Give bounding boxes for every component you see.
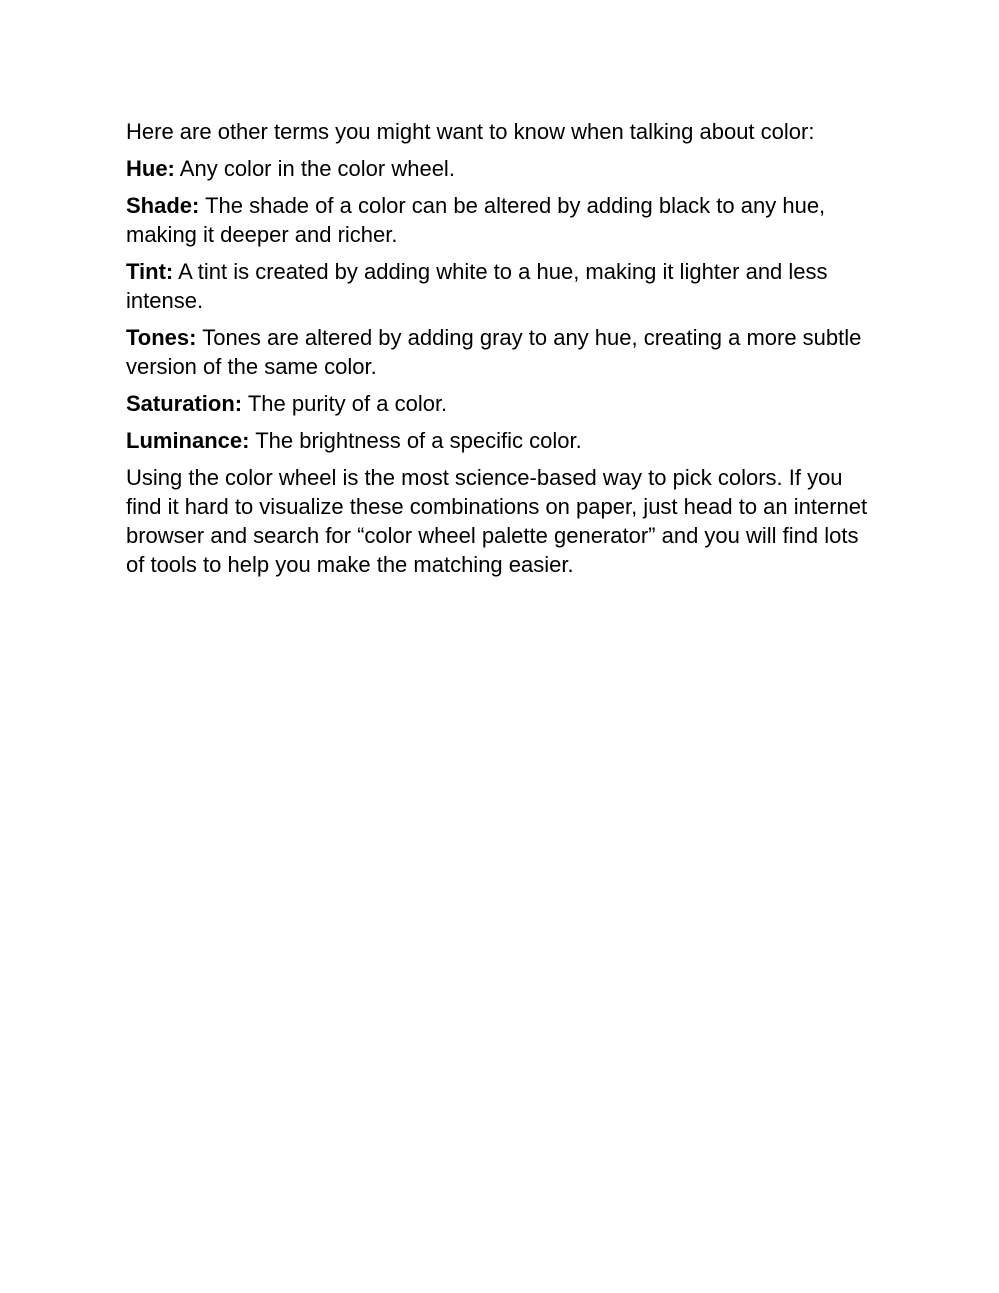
term-saturation	[126, 389, 878, 418]
term-label: Saturation:	[126, 391, 243, 416]
term-definition: The purity of a color.	[247, 391, 448, 416]
term-definition: The shade of a color can be altered by adding black to any hue, making it deeper and richer.	[126, 193, 826, 247]
term-tones	[126, 323, 878, 381]
term-hue	[126, 154, 878, 183]
term-label: Shade:	[126, 193, 200, 218]
term-label: Tint:	[126, 259, 174, 284]
intro-paragraph: Here are other terms you might want to know when talking about color:	[126, 119, 815, 144]
closing-paragraph: Using the color wheel is the most science-based way to pick colors. If you find it hard to visualize these combinations on paper, just head to an internet browser and search for “color wheel palette generator” and you will find lots of tools to help you make the matching easier.	[126, 465, 868, 577]
term-definition: A tint is created by adding white to a hue, making it lighter and less intense.	[126, 259, 828, 313]
term-label: Hue:	[126, 156, 175, 181]
term-shade	[126, 191, 878, 249]
term-label: Luminance:	[126, 428, 250, 453]
term-tint	[126, 257, 878, 315]
term-luminance	[126, 426, 878, 455]
term-label: Tones:	[126, 325, 197, 350]
document-body	[126, 117, 878, 587]
term-definition: The brightness of a specific color.	[255, 428, 582, 453]
term-definition: Tones are altered by adding gray to any hue, creating a more subtle version of the same color.	[126, 325, 862, 379]
term-definition: Any color in the color wheel.	[179, 156, 455, 181]
